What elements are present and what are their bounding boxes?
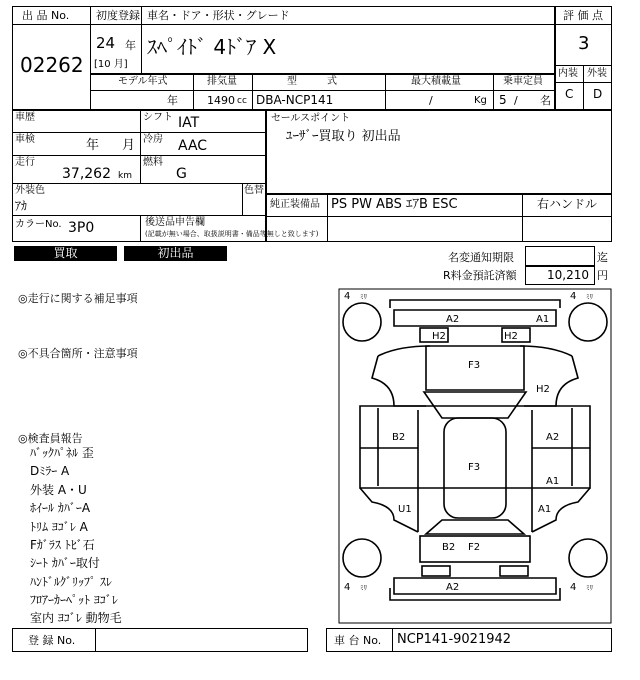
- inspection-year: 年: [86, 138, 100, 153]
- grade-label: 評 価 点: [563, 9, 603, 22]
- damage-mark: B2: [442, 542, 456, 553]
- defects-label: ◎不具合箇所・注意事項: [18, 347, 138, 360]
- sales-point-text: ﾕｰｻﾞｰ買取り 初出品: [286, 129, 401, 144]
- inspector-item: ﾊﾝﾄﾞﾙｸﾞﾘｯﾌﾟ ｽﾚ: [30, 575, 112, 589]
- aftermarket-label: 後送品申告欄: [145, 217, 205, 228]
- exterior-color-label: 外装色: [15, 185, 45, 196]
- damage-mark: A1: [536, 314, 550, 325]
- max-load-label: 最大積載量: [411, 76, 461, 87]
- wheel-rear-left: [343, 539, 381, 577]
- wheel-front-left: [343, 303, 381, 341]
- inspector-item: Fｶﾞﾗｽ ﾄﾋﾞ石: [30, 538, 95, 552]
- displacement-value: 1490: [207, 94, 235, 107]
- tire-depth-front-left: 4: [344, 291, 351, 302]
- recycle-yen: 円: [597, 269, 608, 282]
- mileage-label: 走行: [15, 157, 35, 168]
- inspector-item: 外装 A・U: [30, 483, 87, 497]
- damage-mark: H2: [432, 331, 446, 342]
- damage-mark: A1: [546, 476, 560, 487]
- first-reg-month: [10 月]: [94, 59, 128, 70]
- mileage-unit: km: [118, 171, 132, 181]
- exterior-label: 外装: [587, 68, 607, 79]
- interior-label: 内装: [558, 68, 578, 79]
- max-load-value: /: [429, 94, 433, 107]
- car-name-label: 車名・ドア・形状・グレード: [147, 9, 290, 22]
- capacity-unit: 名: [540, 94, 551, 107]
- model-type: DBA-NCP141: [256, 93, 334, 107]
- capacity-label: 乗車定員: [503, 76, 543, 87]
- tire-unit: ﾐﾘ: [586, 293, 593, 301]
- fuel-value: G: [176, 166, 187, 182]
- history-label: 車歴: [15, 112, 35, 123]
- inspector-item: ﾌﾛｱｰｶｰﾍﾟｯﾄ ﾖｺﾞﾚ: [30, 593, 118, 607]
- damage-mark: H2: [504, 331, 518, 342]
- inspector-item: ｼｰﾄ ｶﾊﾞｰ取付: [30, 556, 100, 570]
- exterior-grade: D: [593, 87, 603, 101]
- recycle-amount: 10,210: [547, 268, 589, 282]
- capacity-value: 5: [499, 93, 507, 107]
- tag-first-listing: 初出品: [124, 246, 227, 261]
- damage-mark: F2: [468, 542, 481, 553]
- wheel-rear-right: [569, 539, 607, 577]
- damage-mark: A2: [446, 582, 460, 593]
- first-reg-year: 24: [96, 34, 116, 52]
- name-change-unit: 迄: [597, 251, 608, 264]
- grade-score: 3: [578, 33, 590, 54]
- equipment-label: 純正装備品: [270, 199, 320, 210]
- car-name: ｽﾍﾟｲﾄﾞ 4ﾄﾞｱ X: [147, 35, 277, 59]
- exterior-color-value: ｱｶ: [15, 199, 28, 213]
- lot-label: 出 品 No.: [22, 9, 70, 22]
- damage-mark: H2: [536, 384, 550, 395]
- ac-value: AAC: [178, 138, 208, 154]
- interior-grade: C: [565, 87, 574, 101]
- inspector-item: ﾊﾞｯｸﾊﾟﾈﾙ 歪: [30, 446, 94, 460]
- name-change-field: [525, 246, 595, 266]
- color-no-label: カラーNo.: [15, 219, 62, 230]
- tire-depth-rear-right: 4: [570, 582, 577, 593]
- mileage-value: 37,262: [62, 166, 111, 182]
- max-load-unit: Kg: [474, 95, 487, 106]
- tire-unit: ﾐﾘ: [360, 584, 367, 592]
- inspector-item: ﾎｲｰﾙ ｶﾊﾞｰA: [30, 501, 91, 515]
- tire-depth-rear-left: 4: [344, 582, 351, 593]
- recycle-label: R料金預託済額: [443, 269, 517, 282]
- name-change-label: 名変通知期限: [448, 251, 514, 264]
- chassis-label: 車 台 No.: [334, 634, 382, 647]
- first-reg-label: 初度登録: [96, 9, 140, 22]
- color-no-value: 3P0: [68, 220, 95, 236]
- damage-mark: U1: [398, 504, 412, 515]
- sales-point-label: セールスポイント: [271, 113, 351, 124]
- ac-label: 冷房: [143, 134, 163, 145]
- fuel-label: 燃料: [143, 157, 163, 168]
- model-year-unit: 年: [167, 94, 178, 107]
- steering-side: 右ハンドル: [537, 197, 598, 211]
- displacement-label: 排気量: [207, 76, 237, 87]
- color-change-label: 色替: [244, 185, 264, 196]
- type-label: 型 式: [287, 76, 337, 87]
- inspector-label: ◎検査員報告: [18, 432, 83, 445]
- shift-label: シフト: [143, 112, 173, 123]
- model-year-label: モデル年式: [118, 76, 168, 87]
- equipment-items: PS PW ABS ｴｱB ESC: [331, 197, 458, 212]
- inspection-label: 車検: [15, 134, 35, 145]
- shift-value: IAT: [178, 115, 200, 131]
- damage-mark: F3: [468, 360, 481, 371]
- damage-mark: F3: [468, 462, 481, 473]
- damage-mark: A2: [446, 314, 460, 325]
- inspector-item: ﾄﾘﾑ ﾖｺﾞﾚ A: [30, 520, 88, 534]
- tire-unit: ﾐﾘ: [360, 293, 367, 301]
- inspection-month: 月: [122, 138, 136, 153]
- chassis-number: NCP141-9021942: [397, 632, 512, 647]
- first-reg-year-unit: 年: [125, 39, 136, 52]
- lot-number: 02262: [20, 53, 84, 77]
- tire-unit: ﾐﾘ: [586, 584, 593, 592]
- tag-purchase: 買取: [14, 246, 117, 261]
- damage-mark: B2: [392, 432, 406, 443]
- tire-depth-front-right: 4: [570, 291, 577, 302]
- aftermarket-note: (記載が無い場合、取扱説明書・備品等無しと致します): [145, 230, 319, 238]
- driving-notes-label: ◎走行に関する補足事項: [18, 292, 138, 305]
- inspector-item: Dﾐﾗｰ A: [30, 464, 70, 478]
- displacement-unit: cc: [237, 96, 247, 106]
- damage-mark: A1: [538, 504, 552, 515]
- registration-label: 登 録 No.: [28, 634, 76, 647]
- capacity-slash: /: [514, 94, 518, 107]
- wheel-front-right: [569, 303, 607, 341]
- damage-mark: A2: [546, 432, 560, 443]
- car-damage-diagram: [338, 288, 612, 624]
- inspector-item: 室内 ﾖｺﾞﾚ 動物毛: [30, 611, 122, 625]
